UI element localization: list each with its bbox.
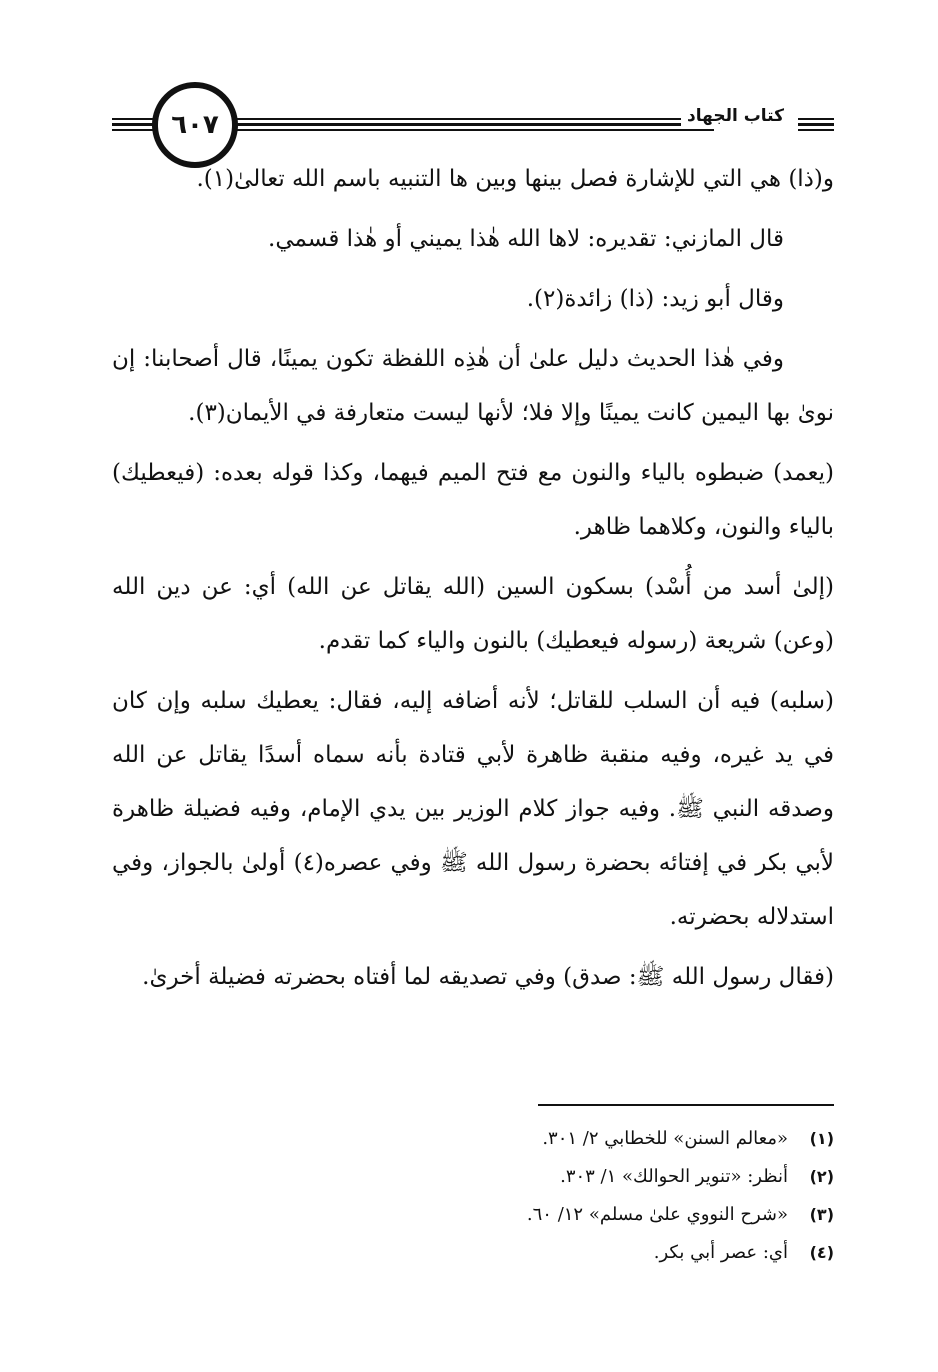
footnote-number: (٢) [809,1167,834,1186]
paragraph: (سلبه) فيه أن السلب للقاتل؛ لأنه أضافه إليه، فقال: يعطيك سلبه وإن كان في يد غيره، وفيه منقبة ظاهرة لأبي قتادة بأنه سماه أسدًا يقاتل عن الله وصدقه النبي ﷺ. وفيه جواز كلام الوزير بين يدي الإمام، وفيه فضيلة ظاهرة لأبي بكر في إفتائه بحضرة رسول الله ﷺ وفي عصره(٤) أولىٰ بالجواز، وفي استدلاله بحضرته. [112,688,835,930]
footnote [112,1120,834,1158]
header-rule [798,129,834,131]
footnote [112,1234,834,1272]
footnote-divider [538,1104,834,1106]
paragraph: (فقال رسول الله ﷺ: صدق) وفي تصديقه لما أفتاه بحضرته فضيلة أخرىٰ. [142,964,834,990]
header-rule [220,123,714,126]
header-rule [220,118,714,120]
footnote-number: (١) [809,1129,834,1148]
page-number: ٦٠٧ [152,82,238,168]
paragraph: و(ذا) هي التي للإشارة فصل بينها وبين ها التنبيه باسم الله تعالىٰ(١). [196,166,834,192]
footnote-list [112,1120,834,1272]
footnote-number: (٤) [809,1243,834,1262]
footnote-text: أنظر: «تنوير الحوالك» ١/ ٣٠٣. [560,1166,788,1187]
footnote-text: «شرح النووي علىٰ مسلم» ١٢/ ٦٠. [526,1204,788,1225]
footnote [112,1158,834,1196]
header-rule [798,118,834,120]
header-rule [220,129,714,131]
paragraph: وقال أبو زيد: (ذا) زائدة(٢). [526,286,784,312]
main-text [112,152,834,1010]
footnote-number: (٣) [809,1205,834,1224]
paragraph: وفي هٰذا الحديث دليل علىٰ أن هٰذِه اللفظة تكون يمينًا، قال أصحابنا: إن نوىٰ بها اليمين كانت يمينًا وإلا فلا؛ لأنها ليست متعارفة في الأيمان(٣). [112,346,834,426]
paragraph: (يعمد) ضبطوه بالياء والنون مع فتح الميم فيهما، وكذا قوله بعده: (فيعطيك) بالياء والنون، وكلاهما ظاهر. [112,460,834,540]
footnote-text: «معالم السنن» للخطابي ٢/ ٣٠١. [542,1128,788,1149]
footnote [112,1196,834,1234]
footnote-text: أي: عصر أبي بكر. [653,1242,788,1263]
running-title: كتاب الجهاد [681,106,790,126]
header-rule [798,123,834,126]
paragraph: قال المازني: تقديره: لاها الله هٰذا يميني أو هٰذا قسمي. [268,226,784,252]
paragraph: (إلىٰ أسد من أُسْد) بسكون السين (الله يقاتل عن الله) أي: عن دين الله (وعن) شريعة (رسوله فيعطيك) بالنون والياء كما تقدم. [112,574,834,654]
